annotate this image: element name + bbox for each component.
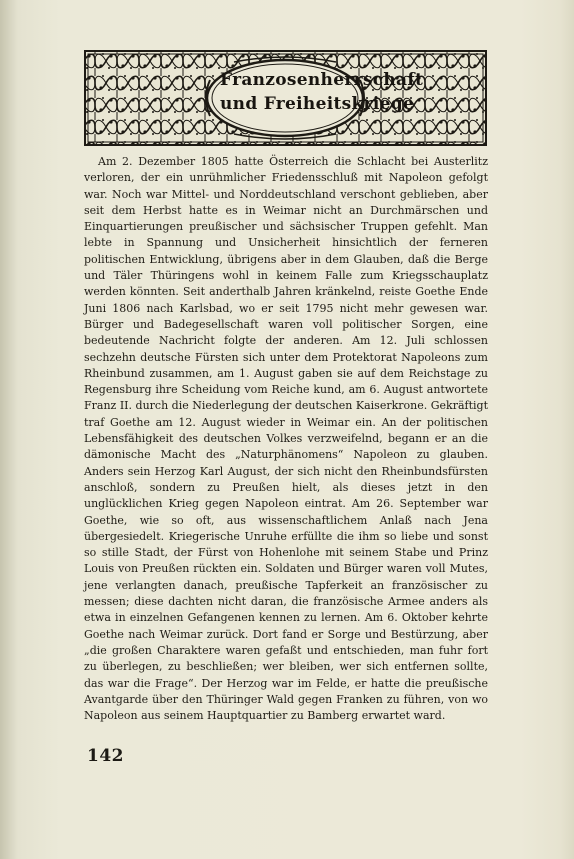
page-number: 142 (87, 746, 124, 766)
ornamental-title-banner (84, 50, 487, 146)
chapter-title-line-2: und Freiheitskriege (220, 94, 414, 114)
body-paragraph: Am 2. Dezember 1805 hatte Österreich die Schlacht bei Austerlitz verloren, der ein unrühmlicher Friedensschluß mit Napoleon gefolgt war. Noch war Mittel- und Norddeutschland verschont geblieben, aber seit dem Herbst hatte es in Weimar nicht an Durchmärschen und Einquartierungen preußischer und sächsischer Truppen gefehlt. Man lebte in Spannung und Unsicherheit hinsichtlich der ferneren politischen Entwicklung, übrigens aber in dem Glauben, daß die Berge und Täler Thüringens wohl in keinem Falle zum Kriegsschauplatz werden könnten. Seit anderthalb Jahren kränkelnd, reiste Goethe Ende Juni 1806 nach Karlsbad, wo er seit 1795 nicht mehr gewesen war. Bürger und Badegesellschaft waren voll politischer Sorgen, eine bedeutende Nachricht folgte der anderen. Am 12. Juli schlossen sechzehn deutsche Fürsten sich unter dem Protektorat Napoleons zum Rheinbund zusammen, am 1. August gaben sie auf dem Reichstage zu Regensburg ihre Scheidung vom Reiche kund, am 6. August antwortete Franz II. durch die Niederlegung der deutschen Kaiserkrone. Gekräftigt traf Goethe am 12. August wieder in Weimar ein. An der politischen Lebensfähigkeit des deutschen Volkes verzweifelnd, begann er an die dämonische Macht des „Naturphänomens“ Napoleon zu glauben. Anders sein Herzog Karl August, der sich nicht den Rheinbundsfürsten anschloß, sondern zu Preußen hielt, als dieses jetzt in den unglücklichen Krieg gegen Napoleon eintrat. Am 26. September war Goethe, wie so oft, aus wissenschaftlichem Anlaß nach Jena übergesiedelt. Kriegerische Unruhe erfüllte die ihm so liebe und sonst so stille Stadt, der Fürst von Hohenlohe mit seinem Stabe und Prinz Louis von Preußen rückten ein. Soldaten und Bürger waren voll Mutes, jene verlangten danach, preußische Tapferkeit an französischer zu messen; diese dachten nicht daran, die französische Armee anders als etwa in einzelnen Gefangenen kennen zu lernen. Am 6. Oktober kehrte Goethe nach Weimar zurück. Dort fand er Sorge und Bestürzung, aber „die großen Charaktere waren gefaßt und entschieden, man fuhr fort zu überlegen, zu beschließen; wer bleiben, wer sich entfernen sollte, das war die Frage“. Der Herzog war im Felde, er hatte die preußische Avantgarde über den Thüringer Wald gegen Franken zu führen, von wo Napoleon aus seinem Hauptquartier zu Bamberg erwartet ward. (84, 155, 488, 723)
body-text (84, 154, 488, 724)
chapter-title-line-1: Franzosenherrschaft (220, 70, 424, 90)
chapter-title (220, 68, 424, 126)
